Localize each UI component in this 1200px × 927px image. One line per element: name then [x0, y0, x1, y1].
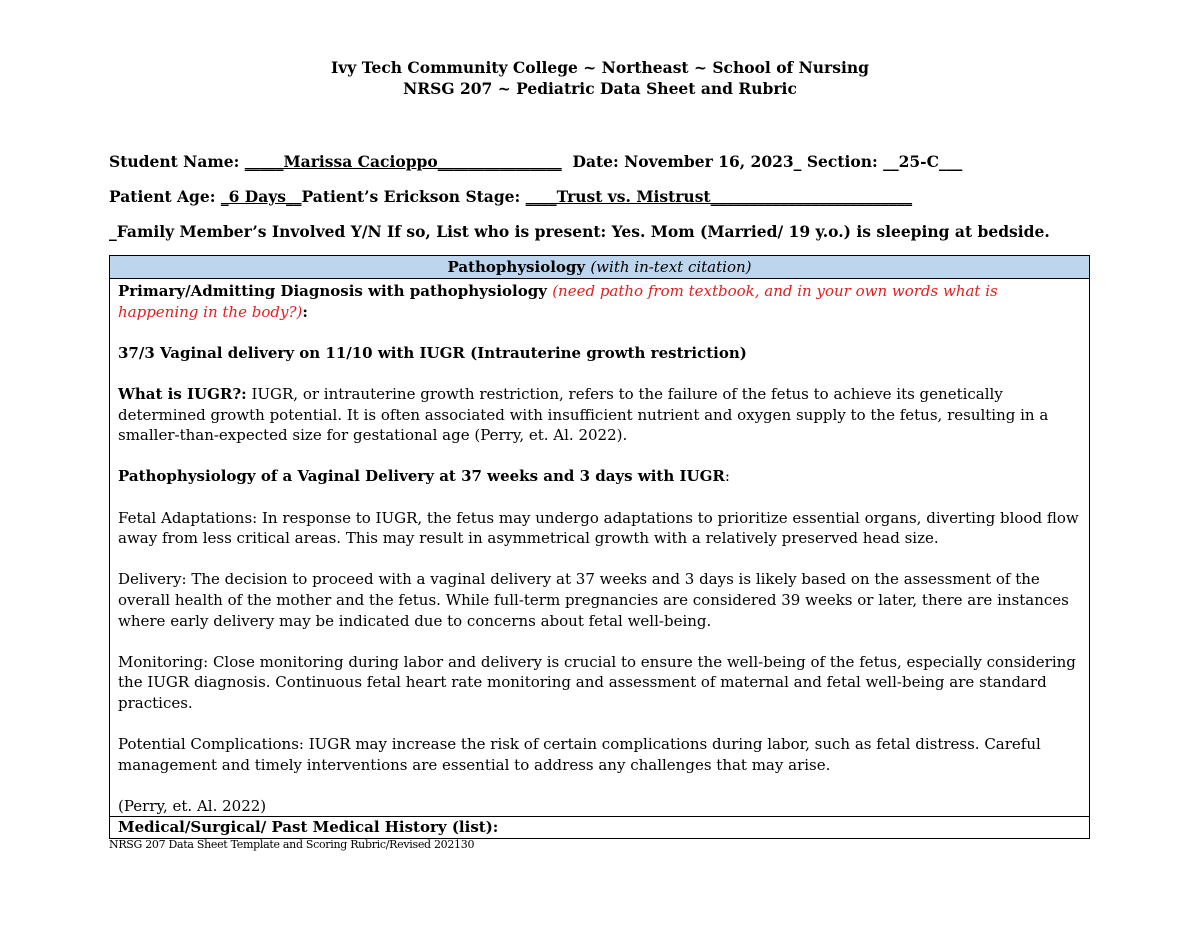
primary-label-note: (need patho from textbook, and in your own words what is happening in the body?) — [118, 282, 998, 321]
patho-heading — [118, 466, 1081, 487]
pathophysiology-table — [109, 255, 1090, 839]
monitoring-paragraph: Monitoring: Close monitoring during labor and delivery is crucial to ensure the well-being of the fetus, especially considering the IUGR diagnosis. Continuous fetal heart rate monitoring and assessment of maternal and fetal well-being are standard practices. — [118, 652, 1076, 712]
header-line-2: NRSG 207 ~ Pediatric Data Sheet and Rubric — [403, 79, 797, 98]
student-name-row — [109, 152, 962, 172]
erickson-stage-label: Patient’s Erickson Stage: — [301, 187, 526, 206]
citation-text: (Perry, et. Al. 2022) — [118, 796, 267, 815]
date-label: Date: November 16, 2023_ — [561, 152, 807, 171]
primary-label-colon: : — [302, 302, 308, 321]
header-line-1: Ivy Tech Community College ~ Northeast ~ School of Nursing — [331, 58, 869, 77]
pathophysiology-cell — [110, 279, 1089, 816]
section-label: Section: — [806, 152, 884, 171]
family-member-row: _Family Member’s Involved Y/N If so, List who is present: Yes. Mom (Married/ 19 y.o.) is sleeping at bedside. — [109, 222, 1050, 241]
delivery-paragraph: Delivery: The decision to proceed with a vaginal delivery at 37 weeks and 3 days is likely based on the assessment of the overall health of the mother and the fetus. While full-term pregnancies are considered 39 weeks or later, there are instances where early delivery may be indicated due to concerns about fetal well-being. — [118, 570, 1069, 630]
iugr-label: What is IUGR?: — [118, 384, 247, 403]
erickson-stage-value: ____Trust vs. Mistrust__________________________ — [525, 187, 913, 206]
primary-diagnosis-label — [118, 281, 1081, 322]
table-header-title: Pathophysiology — [447, 258, 591, 276]
student-name-label: Student Name: — [109, 152, 245, 171]
patient-age-value: _6 Days__ — [220, 187, 302, 206]
patho-heading-text: Pathophysiology of a Vaginal Delivery at 37 weeks and 3 days with IUGR — [118, 467, 725, 486]
medical-history-row: Medical/Surgical/ Past Medical History (list): — [110, 816, 1089, 838]
iugr-paragraph — [118, 384, 1081, 446]
table-header-note: (with in-text citation) — [590, 258, 752, 276]
diagnosis-text: 37/3 Vaginal delivery on 11/10 with IUGR (Intrauterine growth restriction) — [118, 343, 747, 362]
iugr-text: IUGR, or intrauterine growth restriction, refers to the failure of the fetus to achieve its genetically determined growth potential. It is often associated with insufficient nutrient and oxygen supply to the fetus, resulting in a smaller-than-expected size for gestational age (Perry, et. Al. 2022). — [118, 384, 1049, 445]
document-header — [0, 57, 1200, 99]
fetal-adaptations-paragraph: Fetal Adaptations: In response to IUGR, the fetus may undergo adaptations to prioritize essential organs, diverting blood flow away from less critical areas. This may result in asymmetrical growth with a relatively preserved head size. — [118, 508, 1079, 548]
section-value: __25-C___ — [883, 152, 963, 171]
patient-age-label: Patient Age: — [109, 187, 221, 206]
patho-heading-colon: : — [724, 467, 730, 486]
document-footer: NRSG 207 Data Sheet Template and Scoring Rubric/Revised 202130 — [109, 838, 475, 851]
primary-label-text: Primary/Admitting Diagnosis with pathophysiology — [118, 282, 553, 300]
patient-age-row — [109, 187, 912, 207]
complications-paragraph: Potential Complications: IUGR may increase the risk of certain complications during labor, such as fetal distress. Careful management and timely interventions are essential to address any challenges that may arise. — [118, 735, 1041, 774]
table-header — [110, 256, 1089, 279]
student-name-value: _____Marissa Cacioppo________________ — [244, 152, 562, 171]
